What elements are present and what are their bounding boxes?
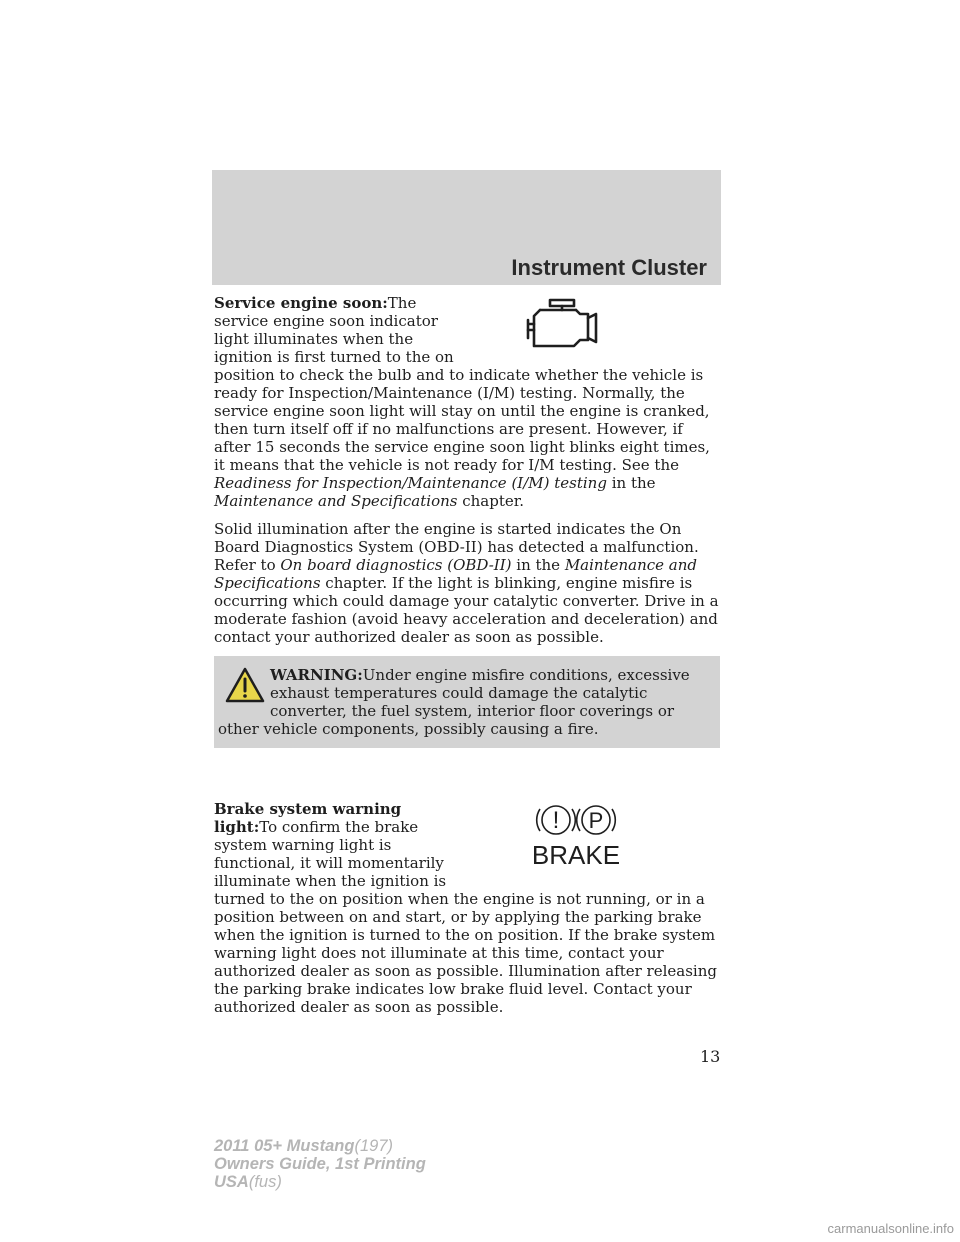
maintenance-chapter-reference: Maintenance and Specifications — [214, 492, 458, 510]
brake-label: Brake system warning light: — [214, 800, 402, 836]
warning-text: Under engine misfire conditions, excessive exhaust temperatures could damage the catalytic converter, the fuel system, interior floor coverings or other vehicle components, possibly causing a fire. — [218, 666, 690, 738]
brake-icon-word: BRAKE — [531, 840, 621, 870]
brake-warning-icon — [470, 800, 720, 880]
service-engine-label: Service engine soon: — [214, 294, 388, 312]
service-engine-paragraph: Service engine soon:The service engine soon indicator light illuminates when the ignition is first turned to the on position to check the bulb and to indicate whether the vehicle is ready for Inspection/Maintenance (I/M) testing. Normally, the service engine soon light will stay on until the engine is cranked, then turn itself off if no malfunctions are present. However, if after 15 seconds the service engine soon light blinks eight times, it means that the vehicle is not ready for I/M testing. See the Readiness for Inspection/Maintenance (I/M) testing in the Maintenance and Specifications chapter. — [214, 294, 720, 510]
footer-line-3: USA(fus) — [214, 1173, 282, 1191]
warning-triangle-icon — [224, 666, 266, 706]
page-content — [214, 294, 720, 1026]
footer-line-2: Owners Guide, 1st Printing — [214, 1155, 426, 1173]
brake-icon-exclaim: ! — [552, 807, 560, 834]
brake-text: To confirm the brake system warning light is functional, it will momentarily illuminate when the ignition is turned to the on position when the engine is not running, or in a position between on and start, or by applying the parking brake when the ignition is turned to the on position. If the brake system warning light does not illuminate at this time, contact your authorized dealer as soon as possible. Illumination after releasing the parking brake indicates low brake fluid level. Contact your authorized dealer as soon as possible. — [214, 818, 717, 1016]
obd-reference: On board diagnostics (OBD-II) — [280, 556, 512, 574]
solid-illumination-paragraph: Solid illumination after the engine is started indicates the On Board Diagnostics System (OBD-II) has detected a malfunction. Refer to On board diagnostics (OBD-II) in the Maintenance and Specifications chapter. If the light is blinking, engine misfire is occurring which could damage your catalytic converter. Drive in a moderate fashion (avoid heavy acceleration and deceleration) and contact your authorized dealer as soon as possible. — [214, 520, 719, 646]
section-header-band — [212, 170, 721, 285]
brake-icon-p: P — [588, 808, 604, 833]
footer-line-1: 2011 05+ Mustang(197) — [214, 1137, 393, 1155]
footer — [214, 1137, 426, 1191]
service-engine-text: The service engine soon indicator light illuminates when the ignition is first turned to the on position to check the bulb and to indicate whether the vehicle is ready for Inspection/Maintenance (I/M) testing. Normally, the service engine soon light will stay on until the engine is cranked, then turn itself off if no malfunctions are present. However, if after 15 seconds the service engine soon light blinks eight times, it means that the vehicle is not ready for I/M testing. See the — [214, 294, 710, 474]
readiness-reference: Readiness for Inspection/Maintenance (I/M) testing — [214, 474, 607, 492]
maintenance-chapter-reference-2: Maintenance and Specifications — [214, 556, 698, 592]
warning-box — [214, 656, 720, 748]
warning-label: WARNING: — [270, 666, 363, 684]
page-number: 13 — [700, 1047, 721, 1066]
check-engine-icon — [470, 294, 720, 358]
brake-paragraph — [214, 800, 720, 1016]
section-title: Instrument Cluster — [511, 255, 707, 280]
watermark: carmanualsonline.info — [827, 1221, 954, 1236]
